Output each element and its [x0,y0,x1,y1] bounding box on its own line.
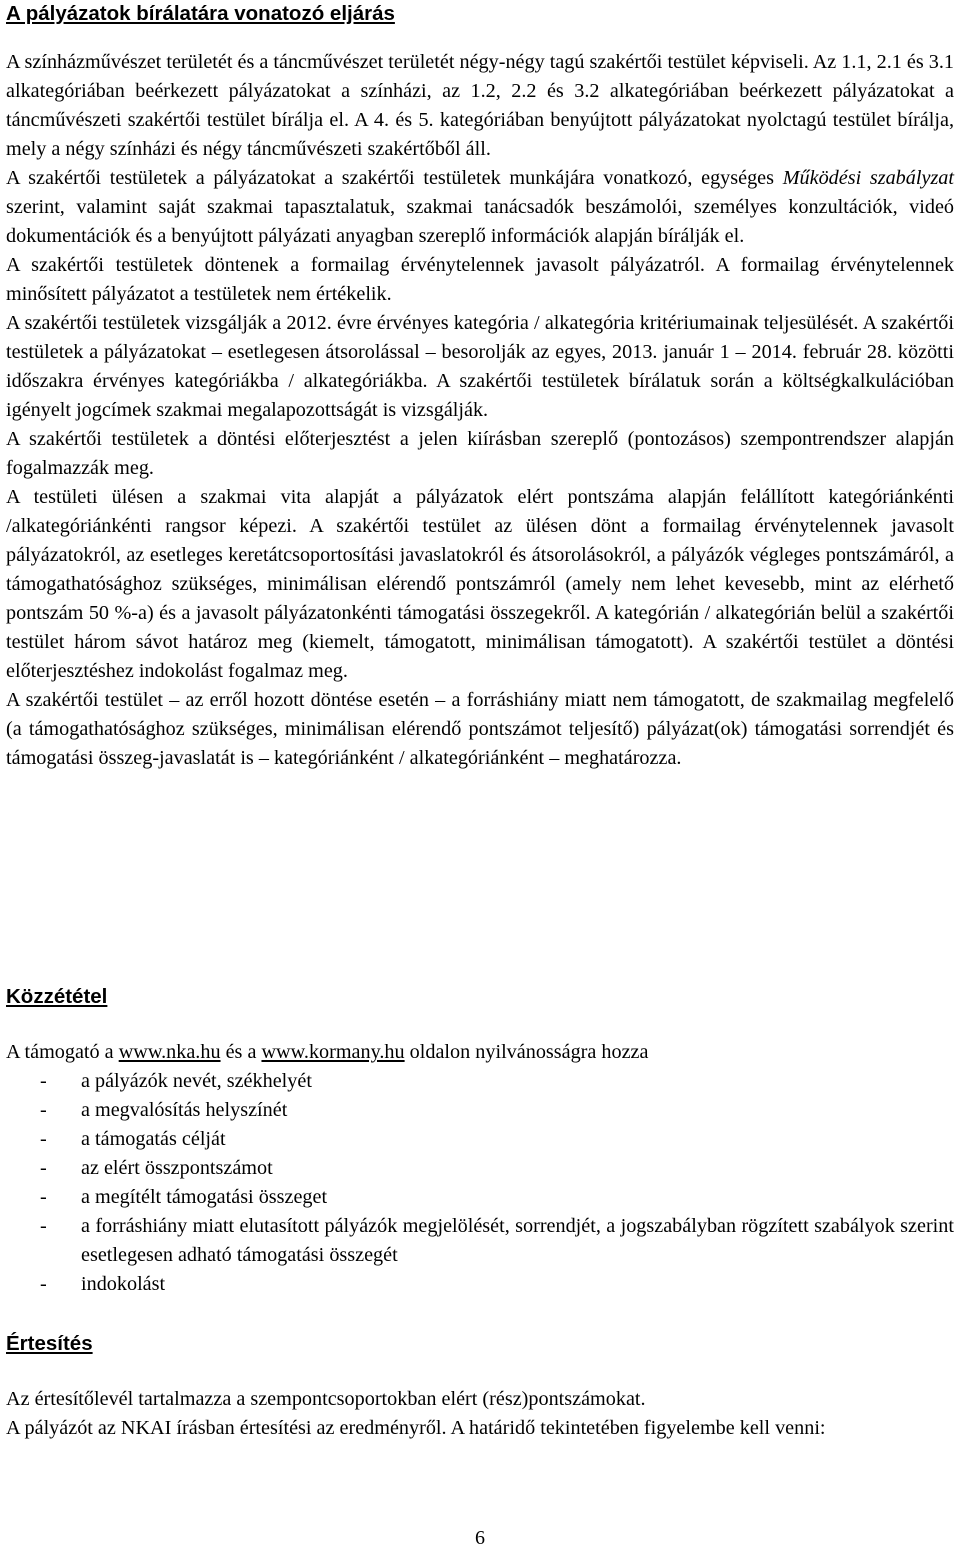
page-title: A pályázatok bírálatára vonatozó eljárás [6,2,395,25]
list-item: - a forráshiány miatt elutasított pályázók megjelölését, sorrendjét, a jogszabályban rögzített szabályok szerint esetlegesen adható támogatási összegét [6,1212,954,1270]
paragraph-formal-invalid: A szakértői testületek döntenek a formailag érvénytelennek javasolt pályázatról. A formailag érvénytelennek minősített pályázatot a testületek nem értékelik. [6,254,954,305]
notification-paragraph-1: Az értesítőlevél tartalmazza a szempontcsoportokban elért (rész)pontszámokat. [6,1388,646,1410]
notification-paragraph-2: A pályázót az NKAI írásban értesítési az eredményről. A határidő tekintetében figyelembe kell venni: [6,1417,826,1439]
notification-heading: Értesítés [6,1332,93,1355]
procedure-section [6,48,954,773]
paragraph-shortage: A szakértői testület – az erről hozott döntése esetén – a forráshiány miatt nem támogatott, de szakmailag megfelelő (a támogathatósághoz szükséges, minimálisan elérendő pontszámot teljesítő) pályázat(ok) támogatási sorrendjét és támogatási összeg-javaslatát is – kategóriánként / alkategóriánként – meghatározza. [6,689,954,769]
paragraph-evaluation: A szakértői testületek a pályázatokat a szakértői testületek munkájára vonatkozó, egységes Működési szabályzat szerint, valamint saját szakmai tapasztalatuk, szakmai tanácsadók beszámolói, személyes konzultációk, videó dokumentációk és a benyújtott pályázati anyagban szereplő információk alapján bírálják el. [6,167,955,247]
list-item: - a pályázók nevét, székhelyét [6,1067,954,1096]
publication-intro: A támogató a www.nka.hu és a www.kormany.hu oldalon nyilvánosságra hozza [6,1041,649,1063]
nka-link[interactable]: www.nka.hu [118,1041,221,1063]
publication-list [6,1067,954,1299]
publication-heading: Közzététel [6,985,108,1008]
list-item: - a megvalósítás helyszínét [6,1096,954,1125]
paragraph-criteria: A szakértői testületek vizsgálják a 2012. évre érvényes kategória / alkategória kritériumainak teljesülését. A szakértői testületek a pályázatokat – esetlegesen átsorolással – besorolják az egyes, 2013. január 1 – 2014. február 28. közötti időszakra érvényes kategóriákba / alkategóriákba. A szakértői testületek bírálatuk során a költségkalkulációban igényelt jogcímek szakmai megalapozottságát is vizsgálják. [6,312,954,421]
rules-title: Működési szabályzat [782,167,955,189]
paragraph-experts: A színházművészet területét és a táncművészet területét négy-négy tagú szakértői testület képviseli. Az 1.1, 2.1 és 3.1 alkategóriában beérkezett pályázatokat a színházi, az 1.2, 2.2 és 3.2 alkategóriában beérkezett pályázatokat a táncművészeti szakértői testület bírálja el. A 4. és 5. kategóriában benyújtott pályázatokat nyolctagú testület bírálja, mely a négy színházi és négy táncművészeti szakértőből áll. [6,51,954,160]
paragraph-meeting: A testületi ülésen a szakmai vita alapját a pályázatok elért pontszáma alapján felállított kategóriánkénti /alkategóriánkénti rangsor képezi. A szakértői testület az ülésen dönt a formailag érvénytelennek javasolt pályázatokról, az esetleges keretátcsoportosítási javaslatokról és átsorolásokról, a pályázók végleges pontszámáról, a támogathatósághoz szükséges, minimálisan elérendő pontszámról (amely nem lehet kevesebb, mint az elérhető pontszám 50 %-a) és a javasolt pályázatonkénti támogatási összegekről. A kategórián / alkategórián belül a szakértői testület három sávot határoz meg (kiemelt, támogatott, minimálisan támogatott). A szakértői testület a döntési előterjesztéshez indokolást fogalmaz meg. [6,486,954,682]
list-item: - a támogatás célját [6,1125,954,1154]
notification-section [6,1385,954,1443]
paragraph-proposal: A szakértői testületek a döntési előterjesztést a jelen kiírásban szereplő (pontozásos) szempontrendszer alapján fogalmazzák meg. [6,428,954,479]
kormany-link[interactable]: www.kormany.hu [261,1041,405,1063]
publication-section [6,1038,954,1299]
list-item: - a megítélt támogatási összeget [6,1183,954,1212]
list-item: - indokolást [6,1270,954,1299]
list-item: - az elért összpontszámot [6,1154,954,1183]
page-number: 6 [475,1527,485,1549]
